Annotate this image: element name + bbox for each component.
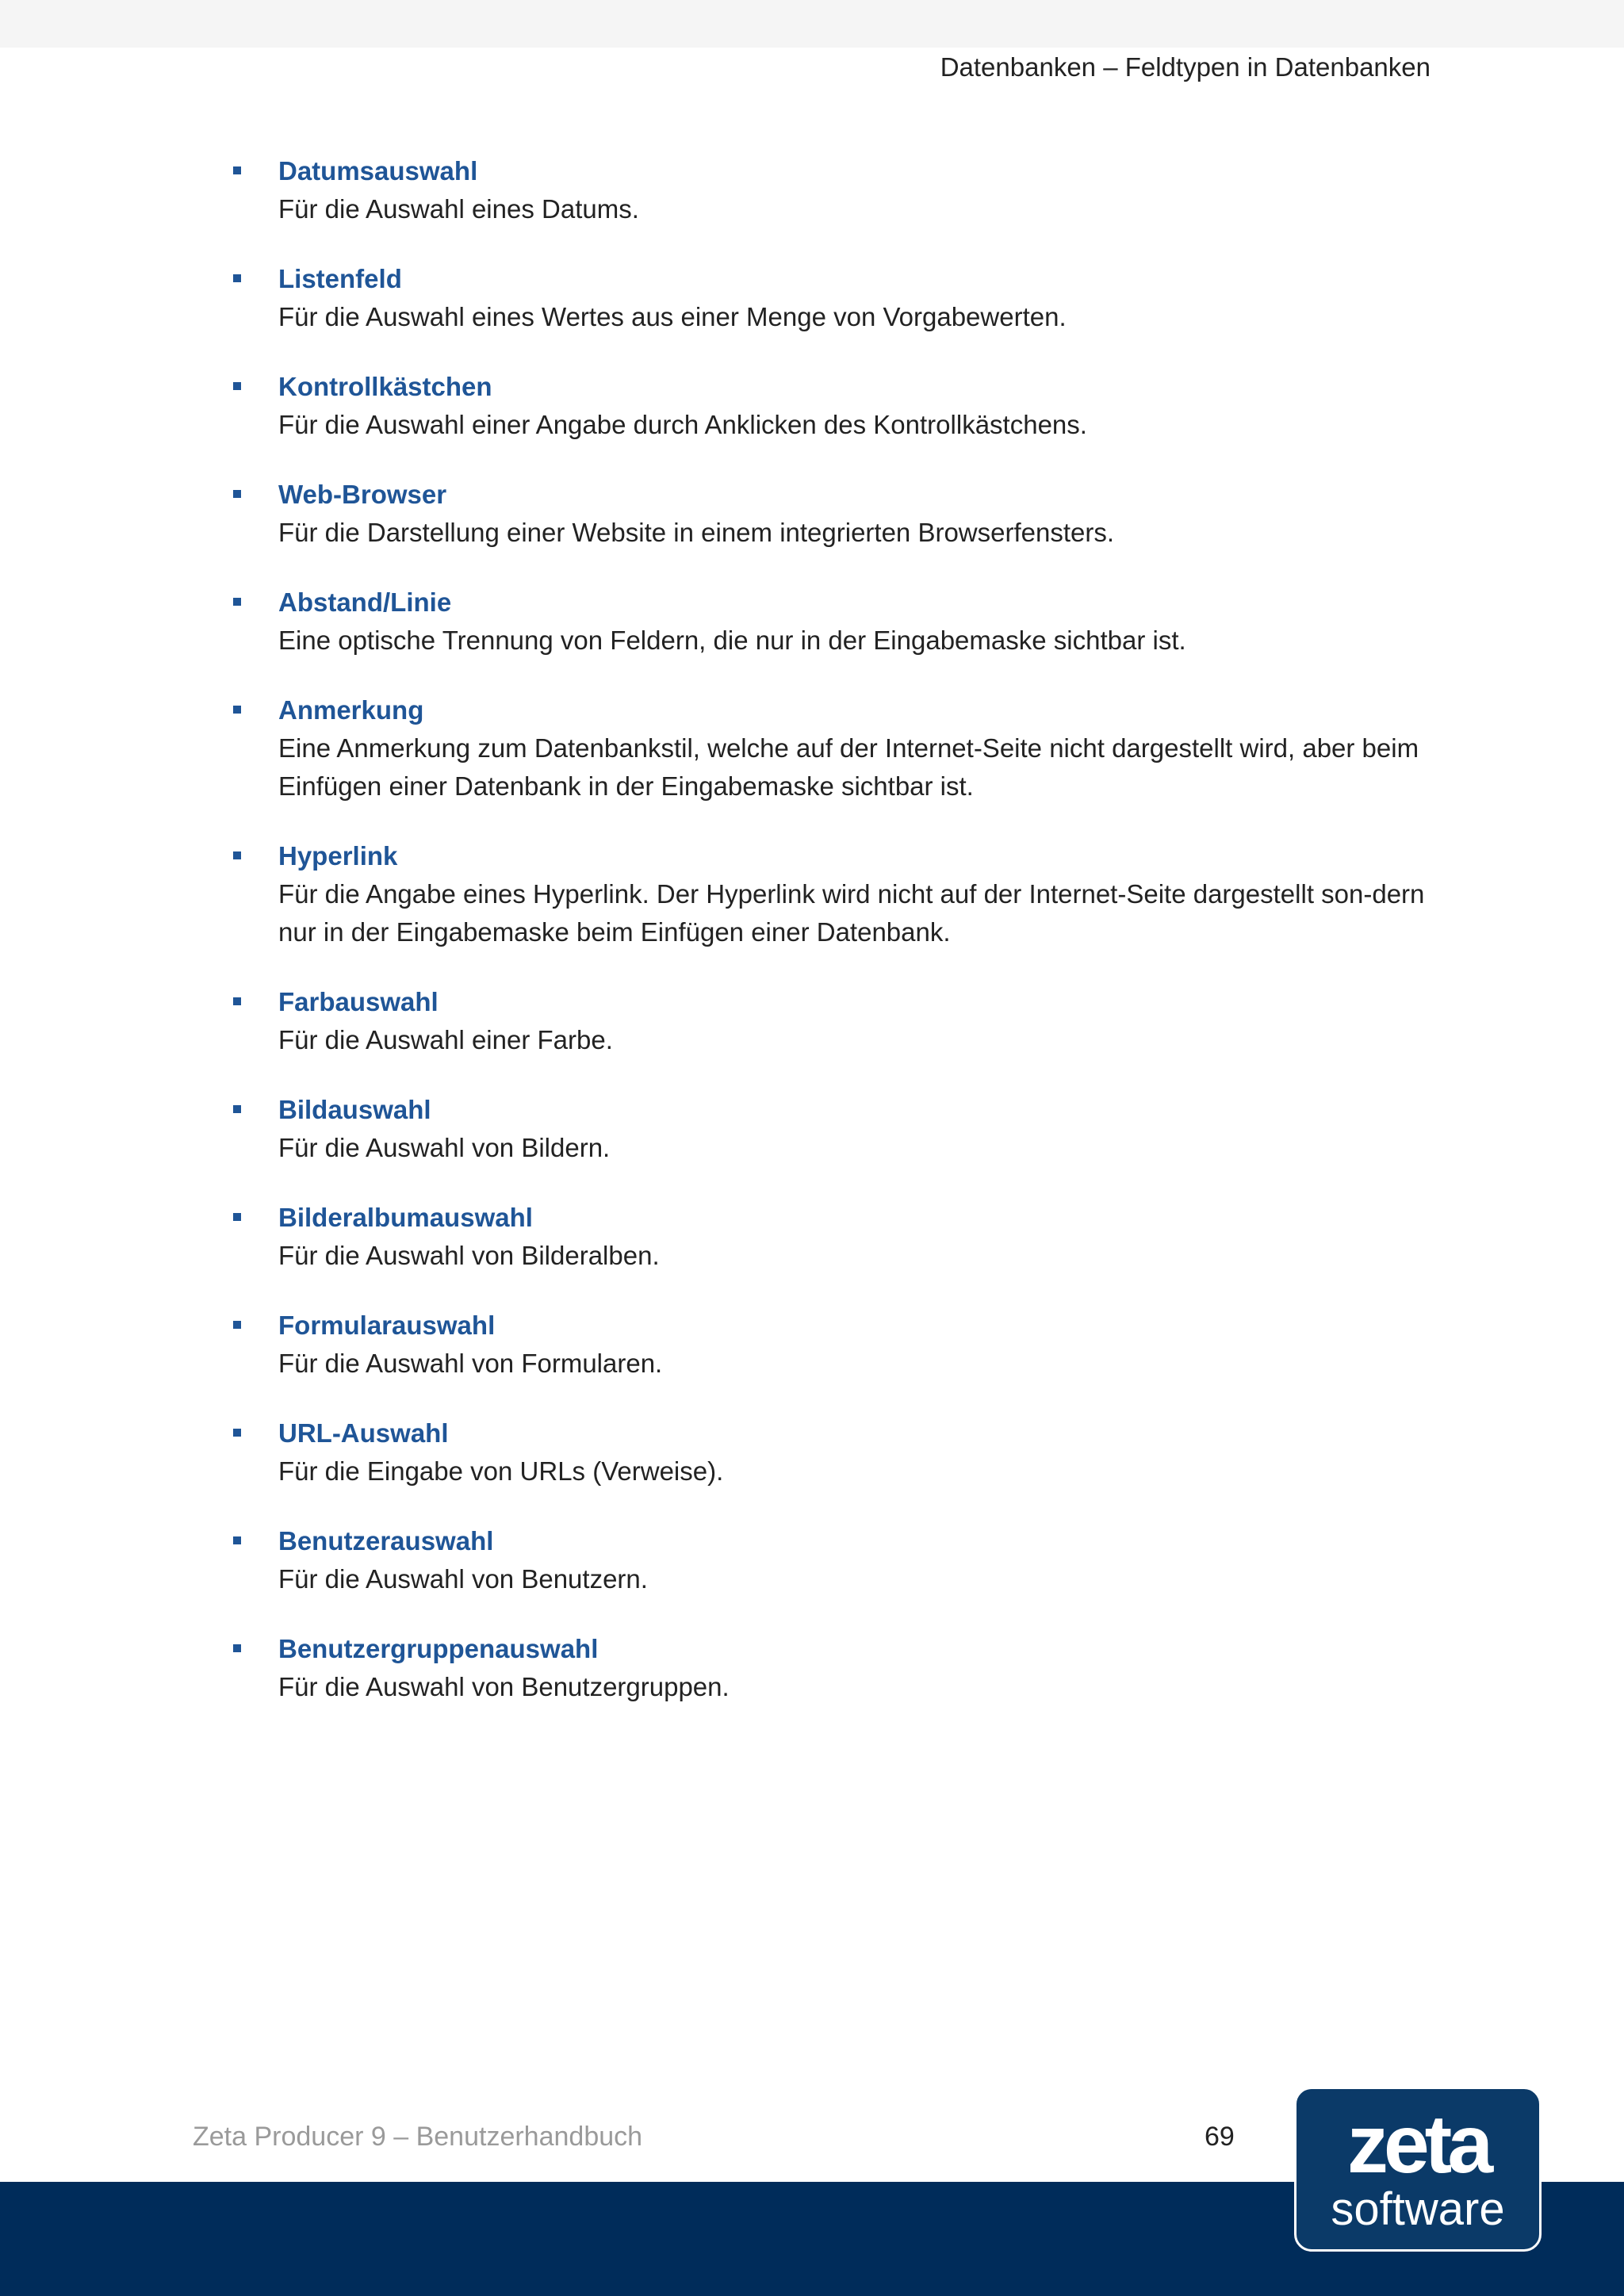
square-bullet-icon	[233, 166, 241, 174]
square-bullet-icon	[233, 1213, 241, 1221]
top-band	[0, 0, 1624, 48]
list-item	[0, 1414, 1624, 1490]
field-type-name: Farbauswahl	[278, 987, 439, 1016]
square-bullet-icon	[233, 1105, 241, 1113]
field-type-name: Benutzerauswahl	[278, 1526, 494, 1556]
field-type-name: Bilderalbumauswahl	[278, 1203, 533, 1232]
square-bullet-icon	[233, 997, 241, 1005]
square-bullet-icon	[233, 274, 241, 282]
field-type-description: Für die Angabe eines Hyperlink. Der Hyperlink wird nicht auf der Internet-Seite dargestellt son-dern nur in der Eingabemaske beim Einfügen einer Datenbank.	[278, 879, 1425, 947]
list-item	[0, 1630, 1624, 1706]
field-type-description: Für die Auswahl einer Farbe.	[278, 1025, 613, 1054]
square-bullet-icon	[233, 1536, 241, 1544]
list-item	[0, 837, 1624, 951]
field-type-description: Eine optische Trennung von Feldern, die nur in der Eingabemaske sichtbar ist.	[278, 626, 1186, 655]
zeta-software-logo	[1294, 2087, 1542, 2252]
list-item	[0, 983, 1624, 1059]
page-header: Datenbanken – Feldtypen in Datenbanken	[940, 52, 1431, 82]
field-type-description: Für die Auswahl von Formularen.	[278, 1349, 663, 1378]
field-type-name: Bildauswahl	[278, 1095, 431, 1124]
list-item	[0, 584, 1624, 660]
field-type-name: Web-Browser	[278, 480, 447, 509]
list-item	[0, 691, 1624, 806]
field-type-description: Für die Eingabe von URLs (Verweise).	[278, 1456, 724, 1486]
field-type-description: Für die Auswahl von Benutzern.	[278, 1564, 648, 1594]
field-type-description: Für die Auswahl eines Datums.	[278, 194, 639, 224]
square-bullet-icon	[233, 706, 241, 714]
field-type-description: Für die Auswahl eines Wertes aus einer Menge von Vorgabewerten.	[278, 302, 1067, 331]
field-type-name: Anmerkung	[278, 695, 424, 725]
logo-wordmark: zeta	[1346, 2099, 1489, 2191]
field-type-name: Datumsauswahl	[278, 156, 478, 186]
list-item	[0, 368, 1624, 444]
field-type-name: Hyperlink	[278, 841, 398, 871]
field-type-description: Für die Darstellung einer Website in einem integrierten Browserfensters.	[278, 518, 1115, 547]
square-bullet-icon	[233, 382, 241, 390]
square-bullet-icon	[233, 1321, 241, 1329]
list-item	[0, 1199, 1624, 1275]
logo-subtext: software	[1331, 2183, 1505, 2235]
square-bullet-icon	[233, 851, 241, 859]
field-type-description: Für die Auswahl von Bildern.	[278, 1133, 611, 1162]
field-type-description: Für die Auswahl von Benutzergruppen.	[278, 1672, 730, 1701]
list-item	[0, 1522, 1624, 1598]
list-item	[0, 476, 1624, 552]
list-item	[0, 1307, 1624, 1383]
field-type-name: URL-Auswahl	[278, 1418, 449, 1448]
field-type-name: Kontrollkästchen	[278, 372, 492, 401]
page-number: 69	[1205, 2122, 1235, 2152]
field-type-name: Listenfeld	[278, 264, 402, 293]
list-item	[0, 1091, 1624, 1167]
field-type-description: Für die Auswahl einer Angabe durch Anklicken des Kontrollkästchens.	[278, 410, 1087, 439]
footer-title: Zeta Producer 9 – Benutzerhandbuch	[193, 2122, 643, 2152]
field-type-description: Eine Anmerkung zum Datenbankstil, welche auf der Internet-Seite nicht dargestellt wird, aber beim Einfügen einer Datenbank in der Eingabemaske sichtbar ist.	[278, 733, 1419, 801]
list-item	[0, 152, 1624, 228]
field-type-description: Für die Auswahl von Bilderalben.	[278, 1241, 660, 1270]
square-bullet-icon	[233, 490, 241, 498]
list-item	[0, 260, 1624, 336]
field-type-name: Abstand/Linie	[278, 587, 452, 617]
field-type-list	[0, 152, 1624, 1738]
square-bullet-icon	[233, 598, 241, 606]
field-type-name: Formularauswahl	[278, 1311, 496, 1340]
square-bullet-icon	[233, 1644, 241, 1652]
field-type-name: Benutzergruppenauswahl	[278, 1634, 599, 1663]
square-bullet-icon	[233, 1429, 241, 1437]
